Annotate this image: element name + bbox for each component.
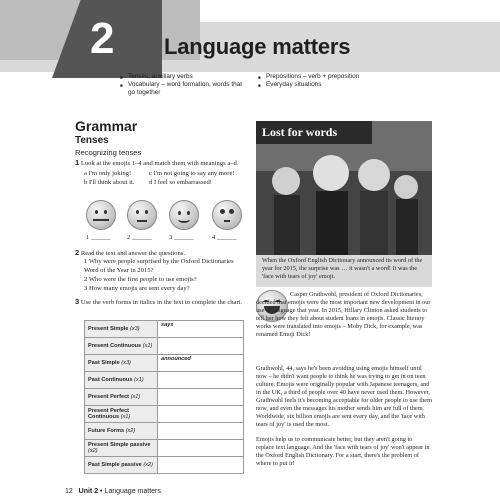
chart-row-label [85, 423, 158, 440]
chart-row-answer[interactable] [158, 423, 244, 440]
section-heading: Recognizing tenses [75, 148, 142, 157]
chart-row-label [85, 440, 158, 457]
chart-row-answer[interactable] [158, 338, 244, 355]
tense-name: Past Continuous [88, 377, 133, 383]
grammar-heading: Grammar [75, 118, 138, 134]
blank-4: 4 ______ [212, 234, 237, 241]
chart-row-label [85, 372, 158, 389]
chart-row [85, 457, 244, 474]
question-1 [75, 159, 250, 169]
question-text: Look at the emojis 1–4 and match them with meanings a–d. [80, 160, 239, 167]
tense-count: (x1) [142, 343, 153, 349]
chart-row [85, 440, 244, 457]
chart-row-answer[interactable] [158, 440, 244, 457]
question-text: Read the text and answer the questions. [80, 250, 186, 257]
page-footer [65, 488, 161, 495]
unit-number: 2 [90, 14, 115, 63]
paragraph-2-text: Grathwohl, 44, says he's been avoiding using emojis himself until now – he didn't want people to think he was trying to get in on teen culture. Emojis were originally popular with Japanese teenagers, and in the UK, a third of people over 40 have never used them. However, Grathwohl feels it's becoming acceptable for older people to use them now, and even the messages his mother sends him are full of them. Worldwide, six billion emojis are sent every day, and the 'face with tears of joy' is used the most. [256, 365, 432, 428]
unit-title: Language matters [164, 34, 351, 59]
tense-count: (x3) [129, 326, 140, 332]
chart-row-answer[interactable]: announced [158, 355, 244, 372]
topic-item: ■ Vocabulary – word formation, words that go together [120, 81, 250, 97]
topics-right [258, 73, 388, 89]
chart-row-answer[interactable] [158, 372, 244, 389]
q2-item-2: 2 Who were the first people to use emojis? [84, 276, 197, 283]
option-b: b I'll think about it. [84, 179, 135, 186]
footer-title: Language matters [104, 488, 161, 495]
footer-separator: • [100, 488, 103, 495]
chart-row-answer[interactable] [158, 457, 244, 474]
chart-row-answer[interactable] [158, 389, 244, 406]
tense-count: (x2) [143, 462, 153, 468]
tenses-subheading: Tenses [75, 135, 109, 146]
tense-name: Future Forms [88, 428, 125, 434]
topics-left [120, 73, 250, 97]
article-paragraph-3 [256, 436, 432, 471]
page-number: 12 [65, 488, 73, 495]
article-paragraph-2 [256, 365, 432, 432]
paragraph-1-text: Casper Grathwohl, president of Oxford Dictionaries, decided that emojis were the most important new development in our use of language that year. In 2015, Hillary Clinton asked students to tell her how they felt about student loans in emojis. Classic literary works were translated into emojis – Moby Dick, for example, was renamed Emoji Dick! [256, 291, 431, 338]
article-paragraph-1 [256, 291, 432, 342]
tense-name: Present Perfect Continuous [88, 408, 130, 420]
tense-name: Present Continuous [88, 343, 142, 349]
blank-2: 2 ______ [127, 234, 152, 241]
topic-item: ■ Tenses, auxiliary verbs [120, 73, 250, 81]
smirking-emoji-icon [169, 200, 199, 230]
chart-row [85, 355, 244, 372]
option-a: a I'm only joking! [84, 170, 132, 177]
option-d: d I feel so embarrassed! [149, 179, 212, 186]
question-3 [75, 298, 247, 308]
chart-row [85, 406, 244, 423]
chart-row-label [85, 389, 158, 406]
chart-row [85, 423, 244, 440]
zipped-mouth-emoji-icon [86, 200, 116, 230]
tense-name: Present Simple passive [88, 442, 151, 448]
blank-3: 3 ______ [169, 234, 194, 241]
footer-unit: Unit 2 [78, 488, 99, 495]
question-number: 3 [75, 297, 80, 306]
chart-row [85, 372, 244, 389]
chart-row-label [85, 355, 158, 372]
question-number: 2 [75, 248, 80, 257]
thinking-emoji-icon [127, 200, 157, 230]
chart-row-label [85, 321, 158, 338]
q2-item-1: 1 Why were people surprised by the Oxford Dictionaries Word of the Year in 2015? [84, 258, 234, 274]
tense-name: Past Simple passive [88, 462, 142, 468]
tense-count: (x3) [121, 360, 131, 366]
flushed-emoji-icon [212, 200, 242, 230]
chart-row-label [85, 338, 158, 355]
q2-item-3: 3 How many emojis are sent every day? [84, 285, 190, 292]
chart-row-answer[interactable] [158, 406, 244, 423]
tense-name: Present Perfect [88, 394, 130, 400]
chart-row [85, 389, 244, 406]
option-c: c I'm not going to say any more! [149, 170, 235, 177]
tense-count: (x2) [88, 448, 98, 454]
chart-row-label [85, 406, 158, 423]
tense-count: (x2) [125, 428, 136, 434]
chart-row [85, 321, 244, 338]
tense-chart [84, 320, 244, 474]
tense-count: (x1) [130, 394, 141, 400]
tense-name: Present Simple [88, 326, 129, 332]
chart-row [85, 338, 244, 355]
topic-item: ■ Everyday situations [258, 81, 388, 89]
paragraph-3-text: Emojis help us to communicate better, but they aren't going to replace text language. And the 'face with tears of joy' won't appear in the Oxford English Dictionary. For a start, there's the problem of where to put it! [256, 436, 430, 467]
question-number: 1 [75, 158, 80, 167]
blank-1: 1 ______ [86, 234, 111, 241]
question-text: Use the verb forms in italics in the text to complete the chart. [80, 299, 243, 306]
chart-row-label [85, 457, 158, 474]
tense-count: (x1) [120, 414, 131, 420]
tense-count: (x1) [134, 377, 144, 383]
chart-row-answer[interactable]: says [158, 321, 244, 338]
intro-text: When the Oxford English Dictionary announced its word of the year for 2015, the surprise was … it wasn't a word! It was the 'face with tears of joy' emoji. [262, 257, 423, 280]
tense-name: Past Simple [88, 360, 120, 366]
topic-item: ■ Prepositions – verb + preposition [258, 73, 388, 81]
reading-title: Lost for words [256, 121, 372, 144]
